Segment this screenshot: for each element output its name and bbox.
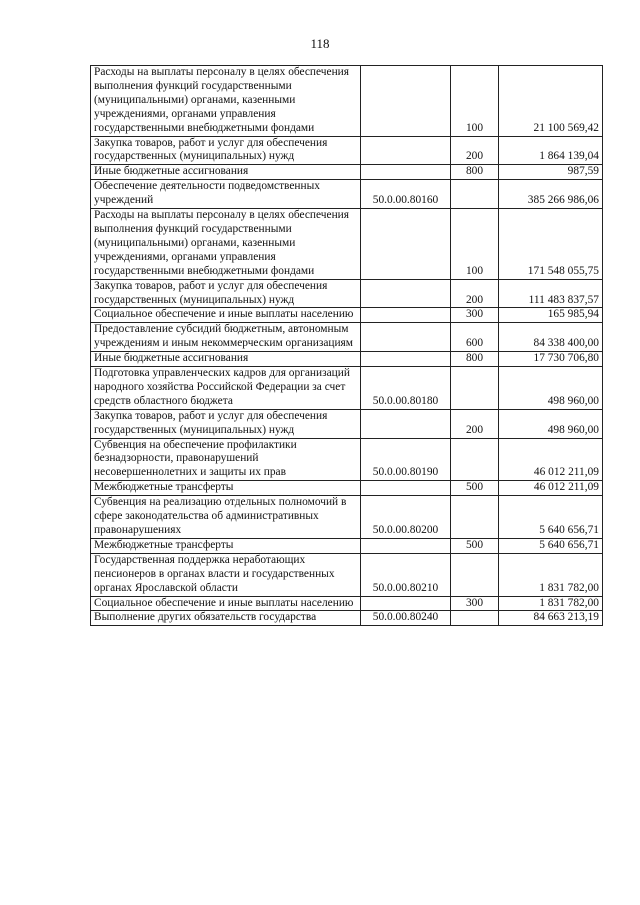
expense-type-cell: 200: [451, 409, 499, 438]
table-row: [91, 367, 603, 410]
expense-type-cell: 500: [451, 481, 499, 496]
amount-cell: 5 640 656,71: [499, 496, 603, 539]
table-row: [91, 538, 603, 553]
row-name-cell: Обеспечение деятельности подведомственных учреждений: [91, 180, 361, 209]
table-row: [91, 165, 603, 180]
target-code-cell: [361, 352, 451, 367]
target-code-cell: [361, 66, 451, 137]
target-code-cell: [361, 323, 451, 352]
expense-type-cell: 300: [451, 308, 499, 323]
table-row: [91, 481, 603, 496]
amount-cell: 171 548 055,75: [499, 209, 603, 280]
row-name-cell: Социальное обеспечение и иные выплаты населению: [91, 596, 361, 611]
table-row: [91, 66, 603, 137]
expense-type-cell: [451, 438, 499, 481]
amount-cell: 84 663 213,19: [499, 611, 603, 626]
row-name-cell: Закупка товаров, работ и услуг для обеспечения государственных (муниципальных) нужд: [91, 279, 361, 308]
amount-cell: 5 640 656,71: [499, 538, 603, 553]
table-row: [91, 596, 603, 611]
amount-cell: 165 985,94: [499, 308, 603, 323]
amount-cell: 385 266 986,06: [499, 180, 603, 209]
target-code-cell: [361, 538, 451, 553]
target-code-cell: [361, 308, 451, 323]
amount-cell: 111 483 837,57: [499, 279, 603, 308]
row-name-cell: Субвенция на реализацию отдельных полномочий в сфере законодательства об административных правонарушениях: [91, 496, 361, 539]
target-code-cell: 50.0.00.80200: [361, 496, 451, 539]
table-row: [91, 553, 603, 596]
row-name-cell: Субвенция на обеспечение профилактики безнадзорности, правонарушений несовершеннолетних и защиты их прав: [91, 438, 361, 481]
amount-cell: 84 338 400,00: [499, 323, 603, 352]
table-row: [91, 323, 603, 352]
target-code-cell: [361, 279, 451, 308]
row-name-cell: Предоставление субсидий бюджетным, автономным учреждениям и иным некоммерческим организациям: [91, 323, 361, 352]
table-row: [91, 611, 603, 626]
budget-table: [90, 65, 603, 626]
amount-cell: 21 100 569,42: [499, 66, 603, 137]
row-name-cell: Подготовка управленческих кадров для организаций народного хозяйства Российской Федерации за счет средств областного бюджета: [91, 367, 361, 410]
page-number: 118: [310, 36, 330, 51]
expense-type-cell: [451, 496, 499, 539]
target-code-cell: 50.0.00.80180: [361, 367, 451, 410]
expense-type-cell: [451, 553, 499, 596]
expense-type-cell: 600: [451, 323, 499, 352]
amount-cell: 498 960,00: [499, 367, 603, 410]
target-code-cell: [361, 209, 451, 280]
row-name-cell: Выполнение других обязательств государства: [91, 611, 361, 626]
expense-type-cell: 100: [451, 209, 499, 280]
table-row: [91, 496, 603, 539]
expense-type-cell: 100: [451, 66, 499, 137]
target-code-cell: 50.0.00.80240: [361, 611, 451, 626]
table-row: [91, 209, 603, 280]
amount-cell: 1 831 782,00: [499, 553, 603, 596]
table-row: [91, 308, 603, 323]
expense-type-cell: [451, 180, 499, 209]
budget-table-body: [91, 66, 603, 626]
amount-cell: 498 960,00: [499, 409, 603, 438]
row-name-cell: Закупка товаров, работ и услуг для обеспечения государственных (муниципальных) нужд: [91, 136, 361, 165]
row-name-cell: Государственная поддержка неработающих пенсионеров в органах власти и государственных органах Ярославской области: [91, 553, 361, 596]
target-code-cell: [361, 596, 451, 611]
target-code-cell: 50.0.00.80190: [361, 438, 451, 481]
row-name-cell: Иные бюджетные ассигнования: [91, 165, 361, 180]
amount-cell: 46 012 211,09: [499, 481, 603, 496]
table-row: [91, 409, 603, 438]
target-code-cell: [361, 481, 451, 496]
table-row: [91, 352, 603, 367]
amount-cell: 17 730 706,80: [499, 352, 603, 367]
amount-cell: 1 831 782,00: [499, 596, 603, 611]
row-name-cell: Социальное обеспечение и иные выплаты населению: [91, 308, 361, 323]
table-row: [91, 279, 603, 308]
row-name-cell: Межбюджетные трансферты: [91, 481, 361, 496]
amount-cell: 987,59: [499, 165, 603, 180]
expense-type-cell: 800: [451, 165, 499, 180]
target-code-cell: [361, 136, 451, 165]
row-name-cell: Закупка товаров, работ и услуг для обеспечения государственных (муниципальных) нужд: [91, 409, 361, 438]
table-row: [91, 438, 603, 481]
row-name-cell: Межбюджетные трансферты: [91, 538, 361, 553]
target-code-cell: [361, 409, 451, 438]
row-name-cell: Расходы на выплаты персоналу в целях обеспечения выполнения функций государственными (муниципальными) органами, казенными учреждениями, органами управления государственными внебюджетными фондами: [91, 209, 361, 280]
amount-cell: 1 864 139,04: [499, 136, 603, 165]
row-name-cell: Иные бюджетные ассигнования: [91, 352, 361, 367]
row-name-cell: Расходы на выплаты персоналу в целях обеспечения выполнения функций государственными (муниципальными) органами, казенными учреждениями, органами управления государственными внебюджетными фондами: [91, 66, 361, 137]
table-row: [91, 180, 603, 209]
expense-type-cell: 800: [451, 352, 499, 367]
target-code-cell: 50.0.00.80160: [361, 180, 451, 209]
expense-type-cell: 200: [451, 279, 499, 308]
expense-type-cell: 200: [451, 136, 499, 165]
expense-type-cell: 300: [451, 596, 499, 611]
expense-type-cell: [451, 611, 499, 626]
expense-type-cell: [451, 367, 499, 410]
table-row: [91, 136, 603, 165]
target-code-cell: 50.0.00.80210: [361, 553, 451, 596]
target-code-cell: [361, 165, 451, 180]
amount-cell: 46 012 211,09: [499, 438, 603, 481]
expense-type-cell: 500: [451, 538, 499, 553]
